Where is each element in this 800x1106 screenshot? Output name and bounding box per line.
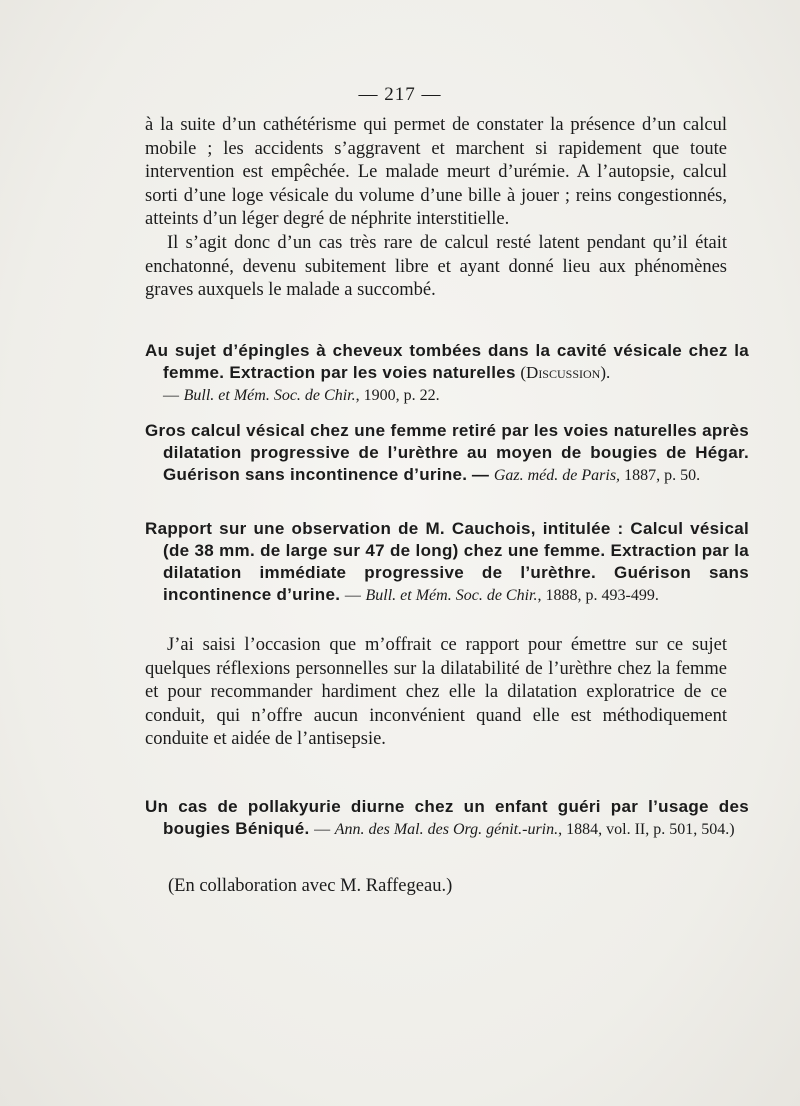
entry-4-title: Un cas de pollakyurie diurne chez un enfant guéri par l’usage des bougies Béniqué. xyxy=(145,797,749,838)
bibliography-entry-1 xyxy=(145,340,749,407)
report-paragraph: J’ai saisi l’occasion que m’offrait ce rapport pour émettre sur ce sujet quelques réflexions personnelles sur la dilatabilité de l’urèthre chez la femme et pour recommander hardiment chez elle la dilatation exploratrice de ce conduit, qui n’offre aucun inconvénient quand elle est méthodiquement conduite et aidée de l’antisepsie. xyxy=(145,635,727,749)
page-number: — 217 — xyxy=(358,84,442,105)
entry-4-source: Ann. des Mal. des Org. génit.-urin. xyxy=(334,821,559,838)
entry-1-ref: , 1900, p. 22. xyxy=(355,387,440,404)
entry-3-source: Bull. et Mém. Soc. de Chir. xyxy=(365,587,538,604)
entry-4-dash: — xyxy=(314,821,331,838)
entry-2-source: Gaz. méd. de Paris, xyxy=(493,467,621,484)
entry-3-ref: , 1888, p. 493-499. xyxy=(537,587,659,604)
bibliography-entry-2 xyxy=(145,420,749,487)
intro-paragraph-1: à la suite d’un cathétérisme qui permet de constater la présence d’un calcul mobile ; les accidents s’aggravent et marchent si rapidement que toute intervention est empêchée. Le malade meurt d’urémie. A l’autopsie, calcul sorti d’une loge vésicale du volume d’une bille à jouer ; reins congestionnés, atteints d’un léger degré de néphrite interstitielle. xyxy=(145,115,727,229)
entry-3-dash: — xyxy=(344,587,361,604)
bibliography-entry-4 xyxy=(145,796,749,841)
entry-1-note: (Discussion). xyxy=(520,363,611,382)
collaboration-note: (En collaboration avec M. Raffegeau.) xyxy=(168,876,453,896)
entry-2-dash: — xyxy=(471,465,490,484)
entry-1-source: Bull. et Mém. Soc. de Chir. xyxy=(183,387,356,404)
bibliography-entry-3 xyxy=(145,518,749,607)
entry-1-title: Au sujet d’épingles à cheveux tombées dans la cavité vésicale chez la femme. Extraction par les voies naturelles xyxy=(145,341,749,382)
entry-3-title: Rapport sur une observation de M. Cauchois, intitulée : Calcul vésical (de 38 mm. de large sur 47 de long) chez une femme. Extraction par la dilatation immédiate progressive de l’urèthre. Guérison sans incontinence d’urine. xyxy=(145,519,749,604)
intro-paragraph-2: Il s’agit donc d’un cas très rare de calcul resté latent pendant qu’il était enchatonné, devenu subitement libre et ayant donné lieu aux phénomènes graves auxquels le malade a succombé. xyxy=(145,233,727,300)
entry-2-ref: 1887, p. 50. xyxy=(620,467,701,484)
entry-1-dash: — xyxy=(163,387,179,404)
entry-2-title: Gros calcul vésical chez une femme retiré par les voies naturelles après dilatation progressive de l’urèthre au moyen de bougies de Hégar. Guérison sans incontinence d’urine. xyxy=(145,421,749,484)
entry-4-ref: , 1884, vol. II, p. 501, 504.) xyxy=(558,821,735,838)
